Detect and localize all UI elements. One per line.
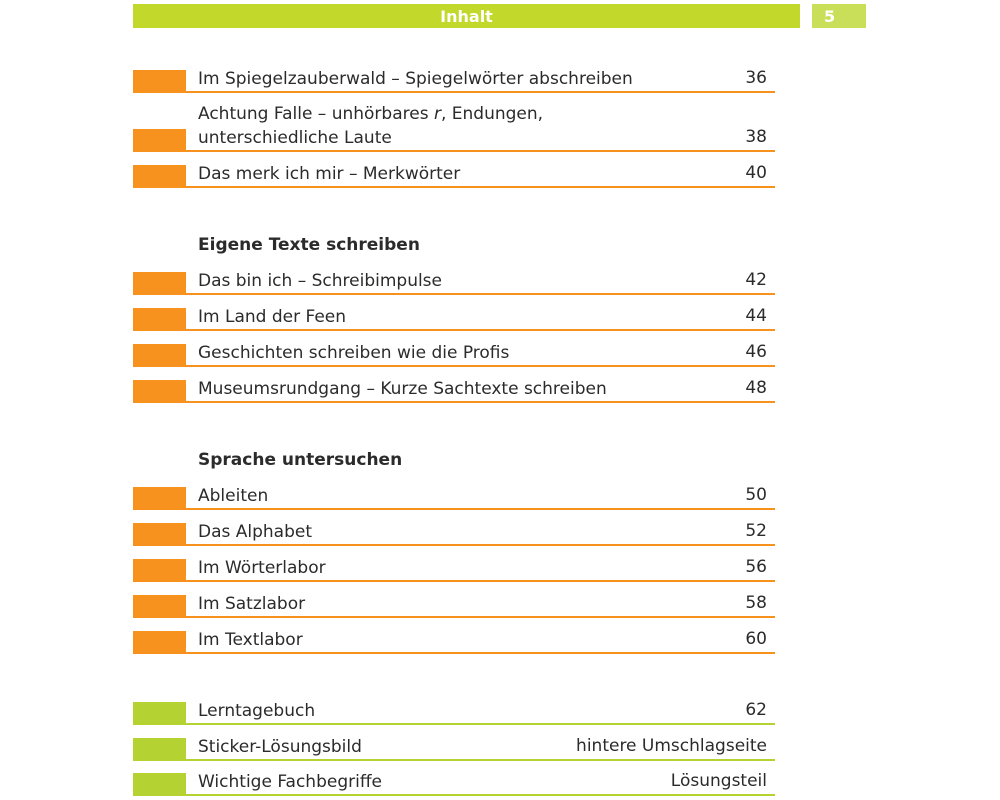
- underline: [186, 329, 775, 331]
- orange-marker: [133, 523, 186, 546]
- page-number: 5: [824, 6, 836, 26]
- toc-entry-page: 62: [745, 700, 767, 720]
- toc-entry-page: 58: [745, 593, 767, 613]
- orange-marker: [133, 129, 186, 152]
- toc-entry-title: Geschichten schreiben wie die Profis: [198, 343, 510, 363]
- underline: [186, 186, 775, 188]
- toc-entry-title: Ableiten: [198, 486, 269, 506]
- underline: [186, 544, 775, 546]
- toc-entry-page: 36: [745, 68, 767, 88]
- toc-entry-page: 42: [745, 270, 767, 290]
- toc-entry-title: Im Spiegelzauberwald – Spiegelwörter abschreiben: [198, 69, 633, 89]
- toc-entry[interactable]: [133, 628, 775, 654]
- underline: [186, 580, 775, 582]
- toc-entry-page: 50: [745, 485, 767, 505]
- toc-entry[interactable]: [133, 735, 775, 761]
- toc-entry-page: hintere Umschlagseite: [576, 736, 767, 756]
- orange-marker: [133, 380, 186, 403]
- underline: [186, 794, 775, 796]
- toc-entry[interactable]: [133, 484, 775, 510]
- toc-entry-title: Achtung Falle – unhörbares r, Endungen,: [198, 104, 544, 124]
- orange-marker: [133, 487, 186, 510]
- toc-entry-title: Das bin ich – Schreibimpulse: [198, 271, 443, 291]
- toc-entry-page: 52: [745, 521, 767, 541]
- toc-entry-page: 48: [745, 378, 767, 398]
- section-heading: Eigene Texte schreiben: [198, 235, 420, 255]
- toc-entry-title: Im Wörterlabor: [198, 558, 326, 578]
- toc-entry-title: Lerntagebuch: [198, 701, 316, 721]
- orange-marker: [133, 559, 186, 582]
- toc-entry[interactable]: [133, 556, 775, 582]
- underline: [186, 723, 775, 725]
- orange-marker: [133, 165, 186, 188]
- toc-entry-page: 60: [745, 629, 767, 649]
- orange-marker: [133, 631, 186, 654]
- toc-entry[interactable]: [133, 592, 775, 618]
- toc-entry[interactable]: [133, 341, 775, 367]
- underline: [186, 508, 775, 510]
- contents-header-bar: [133, 4, 800, 28]
- toc-entry[interactable]: [133, 770, 775, 796]
- page-number-box: [812, 4, 866, 28]
- toc-entry-title: Das Alphabet: [198, 522, 313, 542]
- orange-marker: [133, 595, 186, 618]
- toc-entry[interactable]: [133, 102, 775, 152]
- underline: [186, 759, 775, 761]
- toc-entry-title: Museumsrundgang – Kurze Sachtexte schreiben: [198, 379, 607, 399]
- green-marker: [133, 773, 186, 796]
- toc-entry-title-line2: unterschiedliche Laute: [198, 128, 392, 148]
- toc-entry-page: 38: [745, 127, 767, 147]
- toc-entry-title: Das merk ich mir – Merkwörter: [198, 164, 461, 184]
- toc-entry-page: 56: [745, 557, 767, 577]
- toc-entry[interactable]: [133, 377, 775, 403]
- toc-entry-title: Im Land der Feen: [198, 307, 347, 327]
- underline: [186, 401, 775, 403]
- toc-entry-title: Sticker-Lösungsbild: [198, 737, 362, 757]
- underline: [186, 652, 775, 654]
- toc-entry[interactable]: [133, 162, 775, 188]
- toc-entry[interactable]: [133, 67, 775, 93]
- toc-entry-page: 44: [745, 306, 767, 326]
- orange-marker: [133, 344, 186, 367]
- underline: [186, 91, 775, 93]
- contents-title: Inhalt: [440, 6, 493, 26]
- toc-entry-title: Im Textlabor: [198, 630, 303, 650]
- toc-entry-title: Wichtige Fachbegriffe: [198, 772, 383, 792]
- orange-marker: [133, 272, 186, 295]
- toc-entry[interactable]: [133, 520, 775, 546]
- underline: [186, 150, 775, 152]
- underline: [186, 616, 775, 618]
- toc-entry[interactable]: [133, 699, 775, 725]
- toc-entry[interactable]: [133, 305, 775, 331]
- section-heading: Sprache untersuchen: [198, 450, 403, 470]
- toc-entry-page: 46: [745, 342, 767, 362]
- green-marker: [133, 702, 186, 725]
- orange-marker: [133, 308, 186, 331]
- toc-entry-page: Lösungsteil: [670, 771, 767, 791]
- toc-entry[interactable]: [133, 269, 775, 295]
- toc-entry-title: Im Satzlabor: [198, 594, 306, 614]
- orange-marker: [133, 70, 186, 93]
- underline: [186, 365, 775, 367]
- toc-entry-page: 40: [745, 163, 767, 183]
- underline: [186, 293, 775, 295]
- green-marker: [133, 738, 186, 761]
